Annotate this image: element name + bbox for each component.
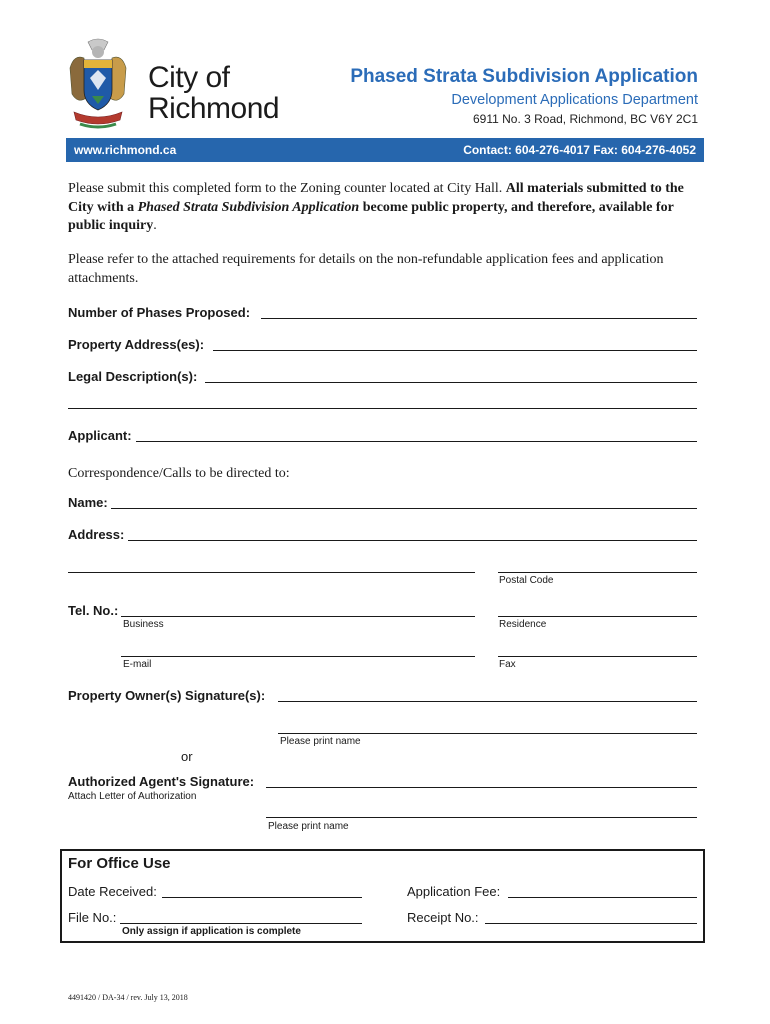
date-received-label: Date Received: — [68, 884, 157, 899]
agent-signature-field[interactable] — [266, 787, 697, 788]
business-phone-field[interactable] — [121, 616, 475, 617]
tel-label: Tel. No.: — [68, 603, 119, 618]
owner-signature-field[interactable] — [278, 701, 697, 702]
applicant-label: Applicant: — [68, 428, 132, 443]
attach-letter-note: Attach Letter of Authorization — [68, 791, 197, 802]
city-name-line1: City of — [148, 61, 230, 94]
city-crest-logo — [66, 38, 130, 130]
department-name: Development Applications Department — [451, 92, 698, 108]
phases-field[interactable] — [261, 318, 697, 319]
agent-print-name-label: Please print name — [268, 821, 349, 832]
intro-text-a: Please submit this completed form to the Zoning counter located at City Hall. — [68, 181, 506, 196]
fax-field[interactable] — [498, 656, 697, 657]
residence-label: Residence — [499, 619, 547, 630]
office-note: Only assign if application is complete — [122, 926, 301, 937]
city-hall-address: 6911 No. 3 Road, Richmond, BC V6Y 2C1 — [472, 112, 698, 126]
address-label: Address: — [68, 527, 125, 542]
legal-description-field-2[interactable] — [68, 408, 697, 409]
legal-description-field[interactable] — [205, 382, 697, 383]
residence-phone-field[interactable] — [498, 616, 697, 617]
property-address-label: Property Address(es): — [68, 337, 205, 352]
intro-paragraph — [68, 180, 704, 236]
application-fee-label: Application Fee: — [407, 884, 501, 899]
intro-text-e: . — [153, 218, 157, 233]
postal-code-label: Postal Code — [499, 575, 554, 586]
website-link[interactable]: www.richmond.ca — [74, 143, 177, 157]
application-fee-field[interactable] — [508, 897, 697, 898]
applicant-field[interactable] — [136, 441, 697, 442]
address-field-2[interactable] — [68, 572, 475, 573]
name-field[interactable] — [111, 508, 697, 509]
address-field[interactable] — [128, 540, 697, 541]
postal-code-field[interactable] — [498, 572, 697, 573]
file-no-label: File No.: — [68, 910, 117, 925]
file-no-field[interactable] — [120, 923, 362, 924]
intro-text-b: All materials submitted to the City with a — [68, 181, 684, 215]
header-bar — [66, 138, 704, 162]
footer-doc-id: 4491420 / DA-34 / rev. July 13, 2018 — [68, 993, 188, 1002]
correspondence-label: Correspondence/Calls to be directed to: — [68, 466, 290, 481]
fax-label: Fax — [499, 659, 516, 670]
contact-info: Contact: 604-276-4017 Fax: 604-276-4052 — [463, 143, 696, 157]
email-field[interactable] — [121, 656, 475, 657]
email-label: E-mail — [123, 659, 152, 670]
business-label: Business — [123, 619, 164, 630]
agent-print-name-field[interactable] — [266, 817, 697, 818]
agent-signature-label: Authorized Agent's Signature: — [68, 774, 255, 789]
or-text: or — [181, 749, 193, 764]
city-name — [148, 62, 279, 124]
date-received-field[interactable] — [162, 897, 362, 898]
fees-paragraph: Please refer to the attached requirements for details on the non-refundable application fees and application attachments. — [68, 252, 664, 286]
intro-text-d: become public property, and therefore, available for public inquiry — [68, 199, 674, 233]
receipt-no-label: Receipt No.: — [407, 910, 479, 925]
receipt-no-field[interactable] — [485, 923, 697, 924]
legal-description-label: Legal Description(s): — [68, 369, 198, 384]
owner-print-name-label: Please print name — [280, 736, 361, 747]
owner-signature-label: Property Owner(s) Signature(s): — [68, 688, 266, 703]
phases-label: Number of Phases Proposed: — [68, 305, 251, 320]
intro-text-c: Phased Strata Subdivision Application — [137, 199, 360, 215]
name-label: Name: — [68, 495, 108, 510]
property-address-field[interactable] — [213, 350, 697, 351]
owner-print-name-field[interactable] — [278, 733, 697, 734]
city-name-line2: Richmond — [148, 92, 280, 125]
form-title: Phased Strata Subdivision Application — [350, 66, 698, 87]
office-use-title: For Office Use — [68, 855, 171, 872]
